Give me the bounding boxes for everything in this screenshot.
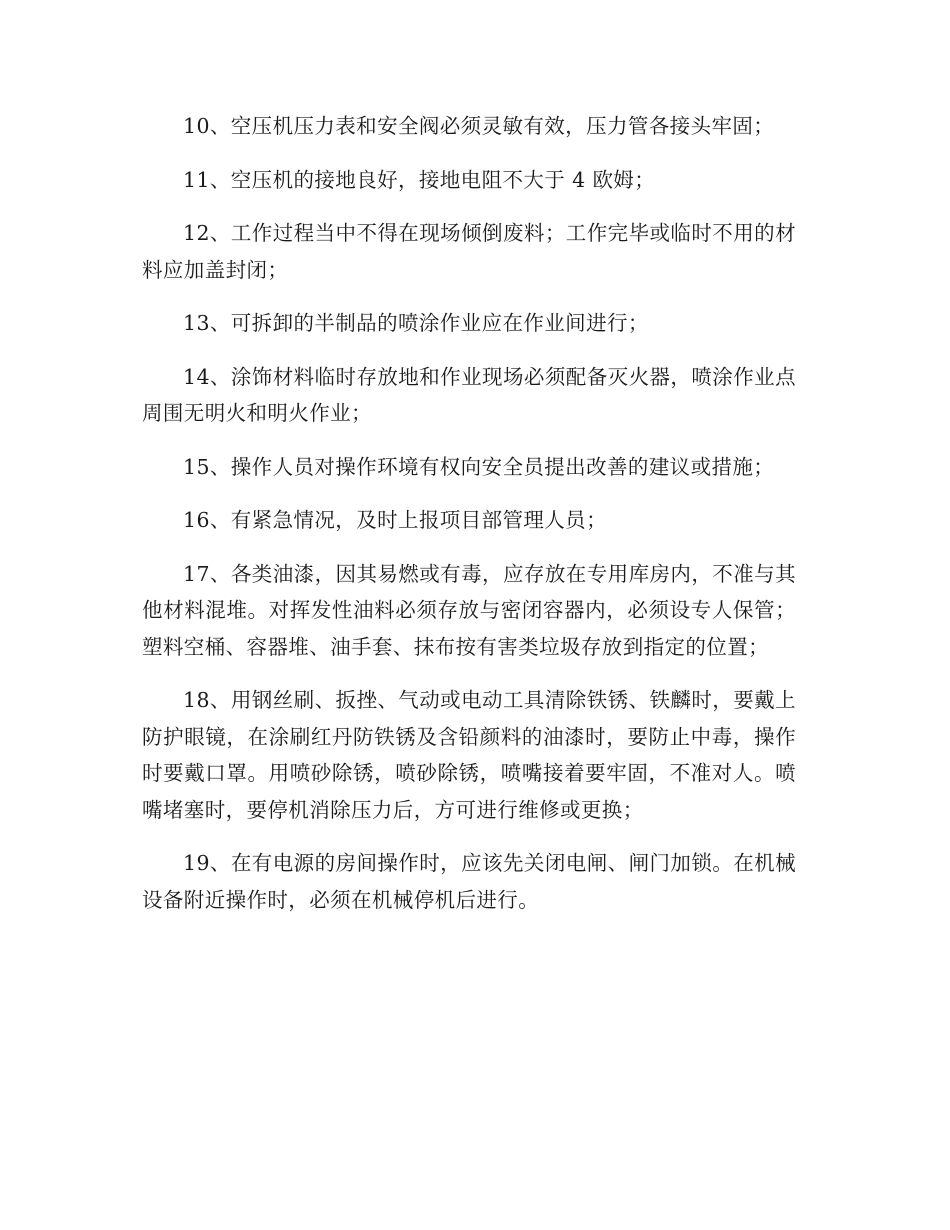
paragraph-item-14: 14、涂饰材料临时存放地和作业现场必须配备灭火器，喷涂作业点周围无明火和明火作业； bbox=[142, 364, 796, 425]
paragraph-item-18: 18、用钢丝刷、扳挫、气动或电动工具清除铁锈、铁麟时，要戴上防护眼镜，在涂刷红丹防铁锈及含铅颜料的油漆时，要防止中毒，操作时要戴口罩。用喷砂除锈，喷砂除锈，喷嘴接着要牢固，不准对人。喷嘴堵塞时，要停机消除压力后，方可进行维修或更换； bbox=[142, 688, 796, 822]
paragraph-item-16: 16、有紧急情况，及时上报项目部管理人员； bbox=[183, 508, 607, 532]
paragraph-item-15: 15、操作人员对操作环境有权向安全员提出改善的建议或措施； bbox=[183, 454, 775, 479]
document-body bbox=[142, 108, 796, 935]
paragraph-item-10: 10、空压机压力表和安全阀必须灵敏有效，压力管各接头牢固； bbox=[183, 114, 775, 138]
paragraph-item-19: 19、在有电源的房间操作时，应该先关闭电闸、闸门加锁。在机械设备附近操作时，必须在机械停机后进行。 bbox=[142, 851, 796, 912]
paragraph-item-13: 13、可拆卸的半制品的喷涂作业应在作业间进行； bbox=[183, 311, 649, 335]
paragraph-item-12: 12、工作过程当中不得在现场倾倒废料；工作完毕或临时不用的材料应加盖封闭； bbox=[142, 221, 796, 282]
paragraph-item-17: 17、各类油漆，因其易燃或有毒，应存放在专用库房内，不准与其他材料混堆。对挥发性油料必须存放与密闭容器内，必须设专人保管；塑料空桶、容器堆、油手套、抹布按有害类垃圾存放到指定的位置； bbox=[142, 561, 796, 659]
paragraph-item-11: 11、空压机的接地良好，接地电阻不大于 4 欧姆； bbox=[183, 167, 656, 192]
